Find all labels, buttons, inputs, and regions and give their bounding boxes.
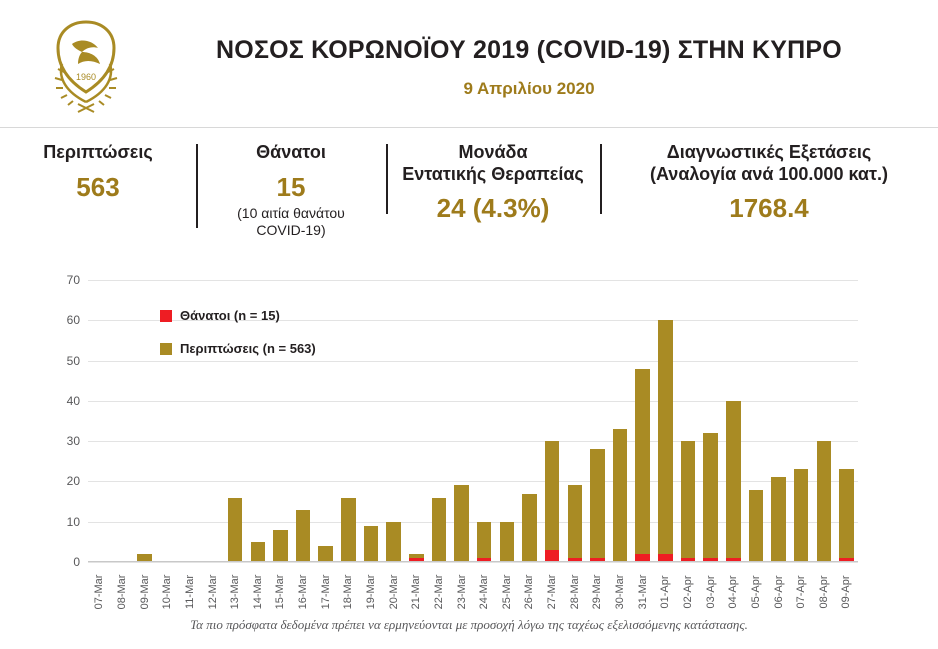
title-block (140, 36, 918, 99)
chart-bar (771, 477, 785, 562)
chart-bar-column (813, 280, 836, 562)
stat-tests (600, 142, 938, 226)
chart-bar-column (631, 280, 654, 562)
chart-bar-column (699, 280, 722, 562)
y-tick-label: 0 (73, 555, 80, 569)
x-tick-label: 11-Mar (183, 574, 196, 610)
stat-deaths-note: (10 αιτία θανάτου COVID-19) (237, 204, 345, 239)
y-tick-label: 30 (66, 434, 80, 449)
x-tick-label: 12-Mar (206, 574, 219, 610)
x-tick-label: 21-Mar (410, 574, 423, 610)
chart-bar (273, 530, 287, 562)
chart-bar (228, 498, 242, 562)
x-tick-label: 07-Apr (795, 575, 808, 609)
x-tick-label: 04-Apr (727, 575, 740, 609)
bar-segment-cases (545, 441, 559, 550)
x-tick-label: 19-Mar (365, 574, 377, 610)
summary-stats (0, 128, 938, 262)
chart-bar-column (518, 280, 541, 562)
stat-cases-value: 563 (76, 171, 120, 202)
stat-cases-label: Περιπτώσεις (43, 142, 153, 162)
x-tick-label: 05-Apr (749, 575, 762, 609)
gridline (88, 562, 858, 563)
x-tick-label: 28-Mar (568, 574, 581, 610)
x-tick-label: 09-Mar (138, 574, 151, 610)
chart-bar (477, 522, 491, 562)
legend-label-deaths: Θάνατοι (n = 15) (180, 308, 280, 323)
chart-bar (432, 498, 446, 562)
chart-bar (341, 498, 355, 562)
chart-bar-column (133, 280, 156, 562)
x-tick-label: 22-Mar (432, 574, 445, 610)
chart-bar (296, 510, 310, 562)
bar-segment-cases (771, 477, 785, 562)
chart-bar (545, 441, 559, 562)
x-tick-label: 25-Mar (500, 574, 513, 610)
chart-bar-column (722, 280, 745, 562)
x-tick-label: 24-Mar (478, 574, 491, 610)
chart-bar-column (405, 280, 428, 562)
chart-bar-column (473, 280, 496, 562)
x-tick-label: 29-Mar (591, 574, 604, 610)
chart-bar (590, 449, 604, 562)
bar-segment-cases (839, 469, 853, 558)
x-tick-label: 08-Mar (115, 574, 128, 610)
page-title: ΝΟΣΟΣ ΚΟΡΩΝΟΪΟΥ 2019 (COVID-19) ΣΤΗΝ ΚΥΠΡΟ (216, 36, 842, 64)
bar-segment-cases (726, 401, 740, 558)
chart-bar (568, 485, 582, 562)
chart-bar-column (314, 280, 337, 562)
bar-segment-cases (635, 369, 649, 554)
chart-legend (160, 308, 316, 374)
chart-footnote: Τα πιο πρόσφατα δεδομένα πρέπει να ερμηνεύονται με προσοχή λόγω της ταχέως εξελισσόμενης κατάστασης. (190, 617, 748, 632)
chart-bar-column (541, 280, 564, 562)
stat-icu-label: Μονάδα Εντατικής Θεραπείας (402, 142, 584, 184)
bar-segment-cases (386, 522, 400, 562)
chart-bar-column (496, 280, 519, 562)
x-tick-label: 20-Mar (387, 574, 400, 610)
chart-x-axis (88, 561, 858, 562)
stat-deaths-value: 15 (276, 171, 306, 202)
bar-segment-cases (817, 441, 831, 562)
x-tick-label: 01-Apr (659, 575, 672, 609)
chart-bar-column (111, 280, 134, 562)
bar-segment-cases (273, 530, 287, 562)
chart-bar-column (88, 280, 111, 562)
chart-bar-column (654, 280, 677, 562)
chart-bar (364, 526, 378, 562)
y-tick-label: 70 (66, 273, 80, 287)
bar-segment-cases (432, 498, 446, 562)
y-tick-label: 40 (66, 393, 80, 408)
chart-bar-column (563, 280, 586, 562)
chart-bar (658, 320, 672, 562)
bar-segment-cases (477, 522, 491, 558)
x-tick-label: 09-Apr (840, 575, 853, 609)
chart-x-tick-labels (88, 564, 858, 624)
chart-bar-column (677, 280, 700, 562)
y-tick-label: 60 (66, 313, 80, 328)
chart-bar (839, 469, 853, 562)
chart-bar-column (586, 280, 609, 562)
chart-bar (749, 490, 763, 563)
x-tick-label: 27-Mar (546, 574, 559, 610)
bar-segment-cases (681, 441, 695, 558)
bar-segment-cases (522, 494, 536, 562)
chart-bar-column (428, 280, 451, 562)
chart-bar (794, 469, 808, 562)
x-tick-label: 17-Mar (319, 574, 332, 610)
x-tick-label: 08-Apr (817, 575, 830, 609)
stat-tests-label: Διαγνωστικές Εξετάσεις (Αναλογία ανά 100.000 κατ.) (649, 142, 888, 184)
bar-segment-cases (658, 320, 672, 554)
stat-icu (386, 142, 600, 226)
legend-item-cases (160, 341, 316, 356)
bar-segment-cases (749, 490, 763, 563)
x-tick-label: 03-Apr (704, 575, 717, 609)
cyprus-coat-of-arms-icon (42, 18, 130, 114)
bar-segment-cases (364, 526, 378, 562)
bar-segment-cases (296, 510, 310, 562)
x-tick-label: 06-Apr (772, 575, 785, 609)
chart-bar-column (767, 280, 790, 562)
chart-bar (500, 522, 514, 562)
x-tick-label: 16-Mar (297, 574, 310, 610)
x-tick-label: 26-Mar (523, 574, 536, 610)
legend-item-deaths (160, 308, 316, 323)
y-tick-label: 10 (66, 514, 80, 529)
epidemic-curve-chart (0, 262, 938, 610)
stat-tests-value: 1768.4 (729, 193, 809, 224)
stat-deaths (196, 142, 386, 240)
chart-bar-column (835, 280, 858, 562)
bar-segment-cases (568, 485, 582, 558)
chart-bar-column (450, 280, 473, 562)
bar-segment-cases (613, 429, 627, 562)
x-tick-label: 02-Apr (681, 575, 694, 609)
chart-bar (613, 429, 627, 562)
bar-segment-cases (341, 498, 355, 562)
chart-bar-column (382, 280, 405, 562)
chart-bar-column (745, 280, 768, 562)
chart-bar-column (360, 280, 383, 562)
stat-icu-value: 24 (4.3%) (436, 193, 550, 224)
stat-deaths-label: Θάνατοι (256, 142, 326, 162)
x-tick-label: 14-Mar (251, 574, 264, 610)
x-tick-label: 15-Mar (274, 574, 287, 610)
y-tick-label: 50 (66, 353, 80, 368)
x-tick-label: 13-Mar (229, 574, 242, 610)
chart-bar (522, 494, 536, 562)
chart-bar (318, 546, 332, 562)
y-tick-label: 20 (66, 474, 80, 489)
bar-segment-cases (703, 433, 717, 558)
chart-bar (817, 441, 831, 562)
legend-swatch-cases (160, 343, 172, 355)
chart-bar-column (790, 280, 813, 562)
legend-swatch-deaths (160, 310, 172, 322)
x-tick-label: 30-Mar (614, 574, 627, 610)
stat-cases (0, 142, 196, 205)
bar-segment-cases (794, 469, 808, 562)
bar-segment-cases (500, 522, 514, 562)
report-date: 9 Απριλίου 2020 (463, 79, 595, 98)
chart-bar (726, 401, 740, 562)
chart-bar (681, 441, 695, 562)
x-tick-label: 31-Mar (636, 574, 649, 610)
chart-bar (703, 433, 717, 562)
bar-segment-cases (251, 542, 265, 562)
legend-label-cases: Περιπτώσεις (n = 563) (180, 341, 316, 356)
chart-bar (386, 522, 400, 562)
chart-bar-column (609, 280, 632, 562)
x-tick-label: 18-Mar (342, 574, 355, 610)
chart-bar (251, 542, 265, 562)
x-tick-label: 23-Mar (455, 574, 468, 610)
chart-bar-column (337, 280, 360, 562)
bar-segment-cases (454, 485, 468, 562)
bar-segment-cases (318, 546, 332, 562)
chart-bar (635, 369, 649, 562)
svg-text:1960: 1960 (75, 72, 97, 82)
page-header (0, 0, 938, 128)
bar-segment-cases (590, 449, 604, 558)
chart-bar (454, 485, 468, 562)
bar-segment-cases (228, 498, 242, 562)
x-tick-label: 07-Mar (93, 574, 106, 610)
x-tick-label: 10-Mar (161, 574, 174, 610)
